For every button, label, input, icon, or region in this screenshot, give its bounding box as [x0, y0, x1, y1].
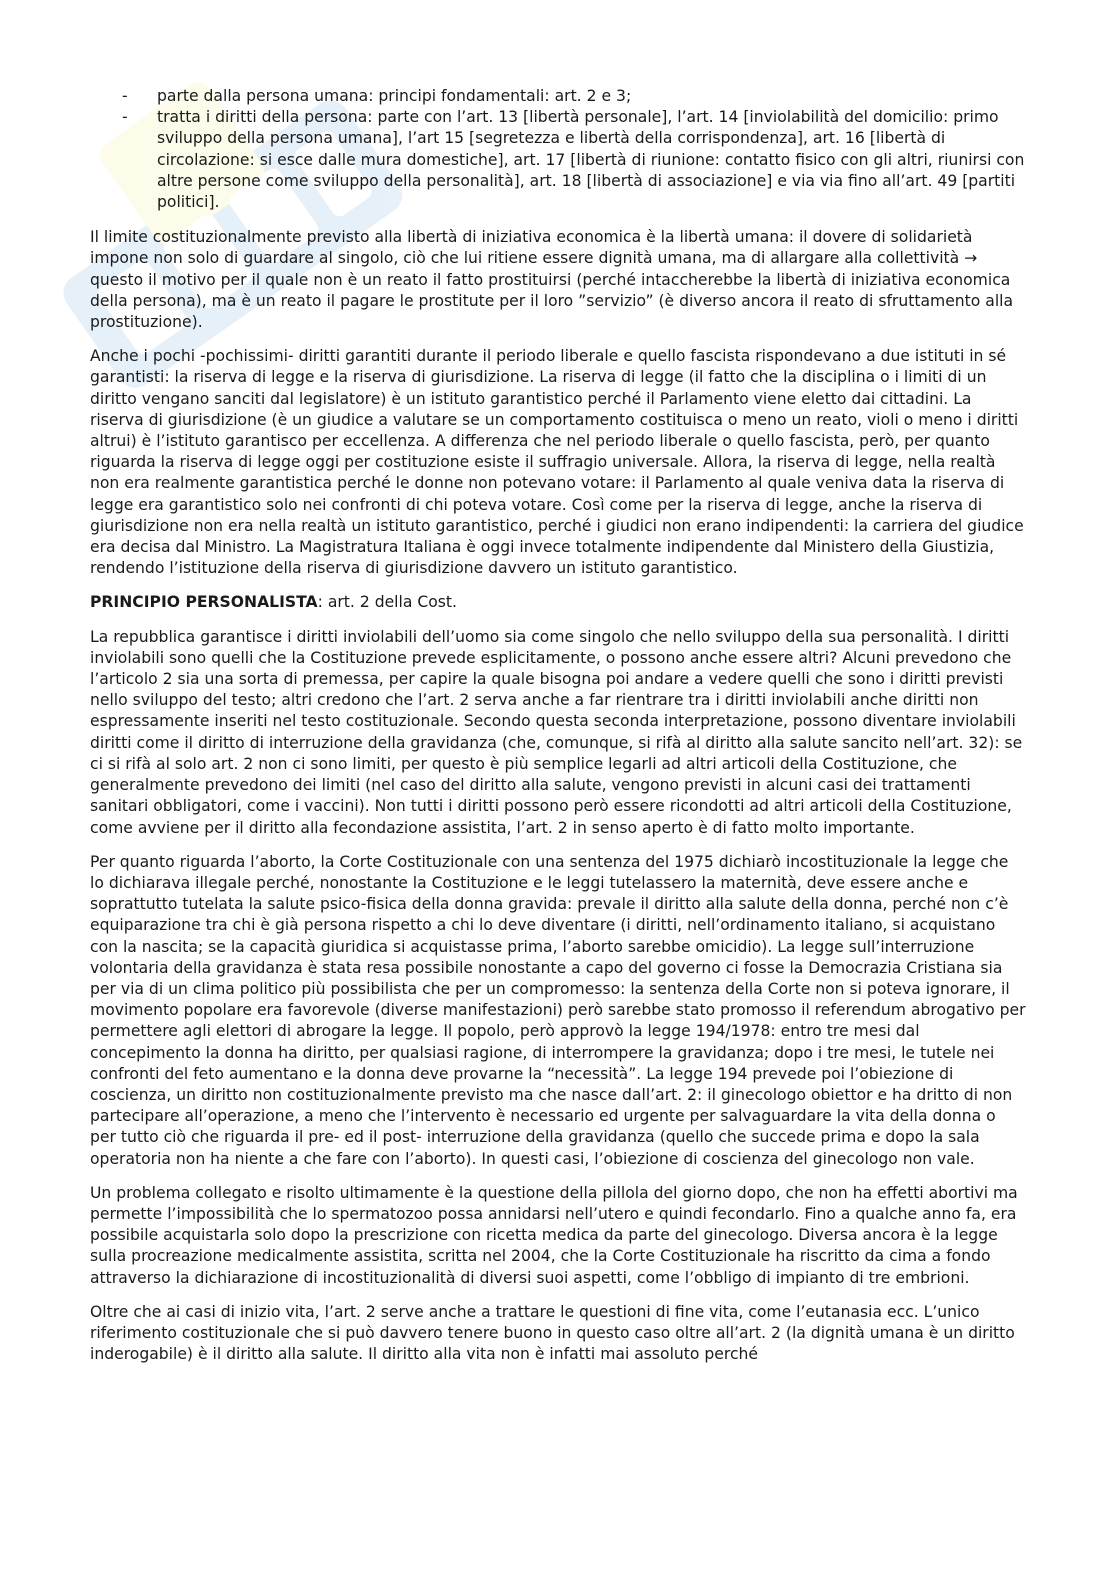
list-item-text: tratta i diritti della persona: parte con l’art. 13 [libertà personale], l’art. 14 [inviolabilità del domicilio: primo sviluppo della persona umana], l’art 15 [segretezza e libertà della corrispondenza], art. 16 [libertà di circolazione: si esce dalle mura domestiche], art. 17 [libertà di riunione: contatto fisico con gli altri, riunirsi con altre persone come sviluppo della personalità], art. 18 [libertà di associazione] e via via fino all’art. 49 [partiti politici].	[157, 108, 1025, 212]
paragraph-aborto: Per quanto riguarda l’aborto, la Corte Costituzionale con una sentenza del 1975 dichiarò incostituzionale la legge che lo dichiarava illegale perché, nonostante la Costituzione e le leggi tutelassero la maternità, deve essere anche e soprattutto tutelata la salute psico-fisica della donna gravida: prevale il diritto alla salute della donna, perché non c’è equiparazione tra chi è già persona rispetto a chi lo deve diventare (i diritti, nell’ordinamento italiano, si acquistano con la nascita; se la capacità giuridica si acquistasse prima, l’aborto sarebbe omicidio). La legge sull’interruzione volontaria della gravidanza è stata resa possibile nonostante a capo del governo ci fosse la Democrazia Cristiana sia per via di un clima politico più possibilista che per un compromesso: la sentenza della Corte non si poteva ignorare, il movimento popolare era favorevole (diverse manifestazioni) però sarebbe stato promosso il referendum abrogativo per permettere agli elettori di abrogare la legge. Il popolo, però approvò la legge 194/1978: entro tre mesi dal concepimento la donna ha diritto, per qualsiasi ragione, di interrompere la gravidanza; dopo i tre mesi, le tutele nei confronti del feto aumentano e la donna deve provarne la “necessità”. La legge 194 prevede poi l’obiezione di coscienza, un diritto non costituzionalmente previsto ma che nasce dall’art. 2: il ginecologo obiettor e ha dritto di non partecipare all’operazione, a meno che l’intervento è necessario ed urgente per salvaguardare la vita della donna o per tutto ciò che riguarda il pre- ed il post- interruzione della gravidanza (quello che succede prima e dopo la sala operatoria non ha niente a che fare con l’aborto). In questi casi, l’obiezione di coscienza del ginecologo non vale.	[90, 852, 1026, 1168]
paragraph-fine-vita: Oltre che ai casi di inizio vita, l’art. 2 serve anche a trattare le questioni di fine vita, come l’eutanasia ecc. L’unico riferimento costituzionale che si può davvero tenere buono in questo caso oltre all’art. 2 (la dignità umana è un diritto inderogabile) è il diritto alla salute. Il diritto alla vita non è infatti mai assoluto perché	[90, 1302, 1015, 1364]
paragraph-pillola: Un problema collegato e risolto ultimamente è la questione della pillola del giorno dopo, che non ha effetti abortivi ma permette l’impossibilità che lo spermatozoo possa annidarsi nell’utero e quindi fecondarlo. Fino a qualche anno fa, era possibile acquistarla solo dopo la prescrizione con ricetta medica da parte del ginecologo. Diversa ancora è la legge sulla procreazione medicalmente assistita, scritta nel 2004, che la Corte Costituzionale ha riscritto da cima a fondo attraverso la dichiarazione di incostituzionalità di diversi suoi aspetti, come l’obbligo di impianto di tre embrioni.	[90, 1183, 1018, 1287]
list-item-text: parte dalla persona umana: principi fondamentali: art. 2 e 3;	[157, 87, 632, 105]
bullet-dash: -	[122, 87, 128, 105]
section-heading	[90, 592, 1026, 613]
list-item	[90, 107, 1026, 213]
list-item	[90, 86, 1026, 107]
bullet-dash: -	[122, 108, 128, 127]
paragraph-riserva-legge: Anche i pochi -pochissimi- diritti garantiti durante il periodo liberale e quello fascista rispondevano a due istituti in sé garantisti: la riserva di legge e la riserva di giurisdizione. La riserva di legge (il fatto che la disciplina o i limiti di un diritto vengano sanciti dal legislatore) è un istituto garantistico perché il Parlamento viene eletto dai cittadini. La riserva di giurisdizione (è un giudice a valutare se un comportamento costituisca o meno un reato, violi o meno i diritti altrui) è l’istituto garantisco per eccellenza. A differenza che nel periodo liberale o quello fascista, però, per quanto riguarda la riserva di legge oggi per costituzione esiste il suffragio universale. Allora, la riserva di legge, nella realtà non era realmente garantistica perché le donne non potevano votare: il Parlamento al quale veniva data la riserva di legge era garantistico solo nei confronti di chi poteva votare. Così come per la riserva di legge, anche la riserva di giurisdizione non era nella realtà un istituto garantistico, perché i giudici non erano indipendenti: la carriera del giudice era decisa dal Ministro. La Magistratura Italiana è oggi invece totalmente indipendente dal Ministero della Giustizia, rendendo l’istituzione della riserva di giurisdizione davvero un istituto garantistico.	[90, 347, 1024, 578]
paragraph-diritti-inviolabili: La repubblica garantisce i diritti inviolabili dell’uomo sia come singolo che nello sviluppo della sua personalità. I diritti inviolabili sono quelli che la Costituzione prevede esplicitamente, o possono anche essere altri? Alcuni prevedono che l’articolo 2 sia una sorta di premessa, per capire la quale bisogna poi andare a vedere quelli che sono i diritti previsti nello sviluppo del testo; altri credono che l’art. 2 serva anche a far rientrare tra i diritti inviolabili anche diritti non espressamente inseriti nel testo costituzionale. Secondo questa seconda interpretazione, possono diventare inviolabili diritti come il diritto di interruzione della gravidanza (che, comunque, si rifà al diritto alla salute sancito nell’art. 32): se ci si rifà al solo art. 2 non ci sono limiti, per questo è più semplice legarli ad altri articoli della Costituzione, che generalmente prevedono dei limiti (nel caso del diritto alla salute, vengono previsti in alcuni casi dei trattamenti sanitari obbligatori, come i vaccini). Non tutti i diritti possono però essere ricondotti ad altri articoli della Costituzione, come avviene per il diritto alla fecondazione assistita, l’art. 2 in senso aperto è di fatto molto importante.	[90, 627, 1023, 837]
section-heading-label: PRINCIPIO PERSONALISTA	[90, 593, 318, 612]
bullet-list	[90, 86, 1026, 213]
document-page	[90, 86, 1026, 1378]
paragraph-iniziativa-economica: Il limite costituzionalmente previsto alla libertà di iniziativa economica è la libertà umana: il dovere di solidarietà impone non solo di guardare al singolo, ciò che lui ritiene essere dignità umana, ma di allargare alla collettività → questo il motivo per il quale non è un reato il fatto prostituirsi (perché intaccherebbe la libertà di iniziativa economica della persona), ma è un reato il pagare le prostitute per il loro ”servizio” (è diverso ancora il reato di sfruttamento alla prostituzione).	[90, 228, 1014, 332]
section-heading-rest: : art. 2 della Cost.	[317, 593, 457, 612]
